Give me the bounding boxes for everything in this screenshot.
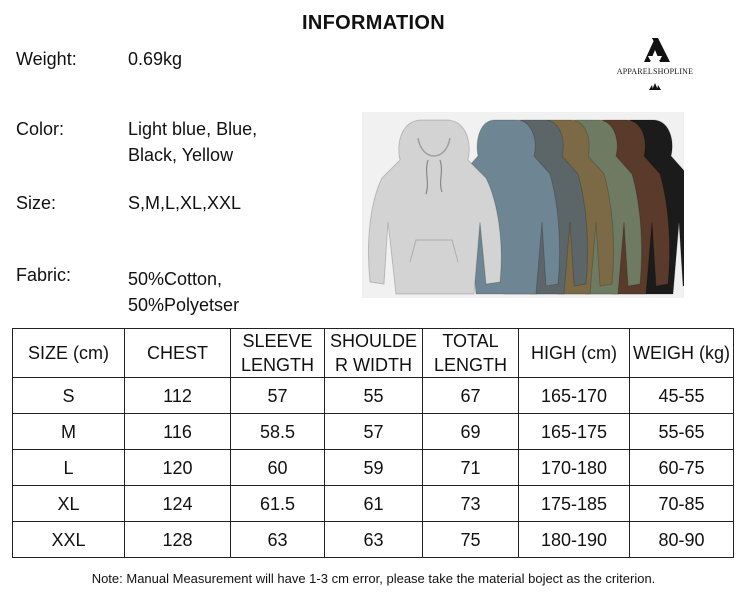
- size-value: S,M,L,XL,XXL: [128, 193, 242, 213]
- table-header-cell: [325, 329, 423, 378]
- table-cell: 175-185: [519, 486, 630, 522]
- table-row: [13, 450, 734, 486]
- hoodie-illustration: [362, 112, 684, 298]
- table-cell: M: [13, 414, 125, 450]
- table-cell: 55-65: [630, 414, 734, 450]
- table-cell: 112: [125, 378, 231, 414]
- table-cell: 63: [231, 522, 325, 558]
- brand-name: APPARELSHOPLINE: [616, 67, 694, 76]
- header-line2: LENGTH: [433, 355, 507, 375]
- table-row: [13, 414, 734, 450]
- table-row: [13, 522, 734, 558]
- table-header-cell: [519, 329, 630, 378]
- table-cell: 58.5: [231, 414, 325, 450]
- table-cell: 75: [423, 522, 519, 558]
- fabric-value-line1: 50%Cotton,: [128, 269, 223, 289]
- page-title: INFORMATION: [302, 12, 445, 34]
- table-header-cell: [630, 329, 734, 378]
- brand-logo: [608, 34, 702, 96]
- table-cell: 61.5: [231, 486, 325, 522]
- table-cell: 73: [423, 486, 519, 522]
- table-header-cell: [125, 329, 231, 378]
- table-row: [13, 486, 734, 522]
- table-cell: 69: [423, 414, 519, 450]
- table-cell: 45-55: [630, 378, 734, 414]
- header-line1: TOTAL: [442, 331, 499, 351]
- table-header-cell: [13, 329, 125, 378]
- table-cell: 128: [125, 522, 231, 558]
- table-cell: 59: [325, 450, 423, 486]
- table-cell: 180-190: [519, 522, 630, 558]
- table-cell: 60-75: [630, 450, 734, 486]
- table-cell: XL: [13, 486, 125, 522]
- table-cell: 170-180: [519, 450, 630, 486]
- table-cell: 124: [125, 486, 231, 522]
- table-cell: 60: [231, 450, 325, 486]
- header-line2: LENGTH: [240, 355, 314, 375]
- fabric-label: Fabric:: [16, 265, 72, 285]
- size-label: Size:: [16, 193, 57, 213]
- header-line1: SIZE (cm): [28, 343, 109, 363]
- table-cell: S: [13, 378, 125, 414]
- table-cell: L: [13, 450, 125, 486]
- table-cell: XXL: [13, 522, 125, 558]
- header-line1: CHEST: [146, 343, 208, 363]
- table-cell: 165-175: [519, 414, 630, 450]
- header-line1: SLEEVE: [242, 331, 313, 351]
- table-cell: 61: [325, 486, 423, 522]
- table-header-row: [13, 329, 734, 378]
- table-cell: 70-85: [630, 486, 734, 522]
- fabric-value-line2: 50%Polyetser: [128, 295, 240, 315]
- size-chart-table: [12, 328, 734, 558]
- table-cell: 120: [125, 450, 231, 486]
- measurement-note: Note: Manual Measurement will have 1-3 cm error, please take the material boject as the criterion.: [91, 571, 656, 586]
- table-cell: 165-170: [519, 378, 630, 414]
- table-cell: 80-90: [630, 522, 734, 558]
- header-line1: HIGH (cm): [531, 343, 617, 363]
- table-header-cell: [231, 329, 325, 378]
- table-cell: 57: [231, 378, 325, 414]
- color-value-line1: Light blue, Blue,: [128, 119, 258, 139]
- table-cell: 116: [125, 414, 231, 450]
- weight-label: Weight:: [16, 49, 77, 69]
- table-cell: 63: [325, 522, 423, 558]
- header-line1: SHOULDE: [329, 331, 418, 351]
- table-cell: 55: [325, 378, 423, 414]
- header-line2: R WIDTH: [335, 355, 412, 375]
- hoodies-product-photo: [362, 112, 684, 298]
- weight-value: 0.69kg: [128, 49, 183, 69]
- color-label: Color:: [16, 119, 65, 139]
- table-cell: 67: [423, 378, 519, 414]
- header-line1: WEIGH (kg): [633, 343, 730, 363]
- table-cell: 71: [423, 450, 519, 486]
- triangle-a-logo-icon: [608, 34, 702, 96]
- table-header-cell: [423, 329, 519, 378]
- color-value-line2: Black, Yellow: [128, 145, 234, 165]
- table-cell: 57: [325, 414, 423, 450]
- table-row: [13, 378, 734, 414]
